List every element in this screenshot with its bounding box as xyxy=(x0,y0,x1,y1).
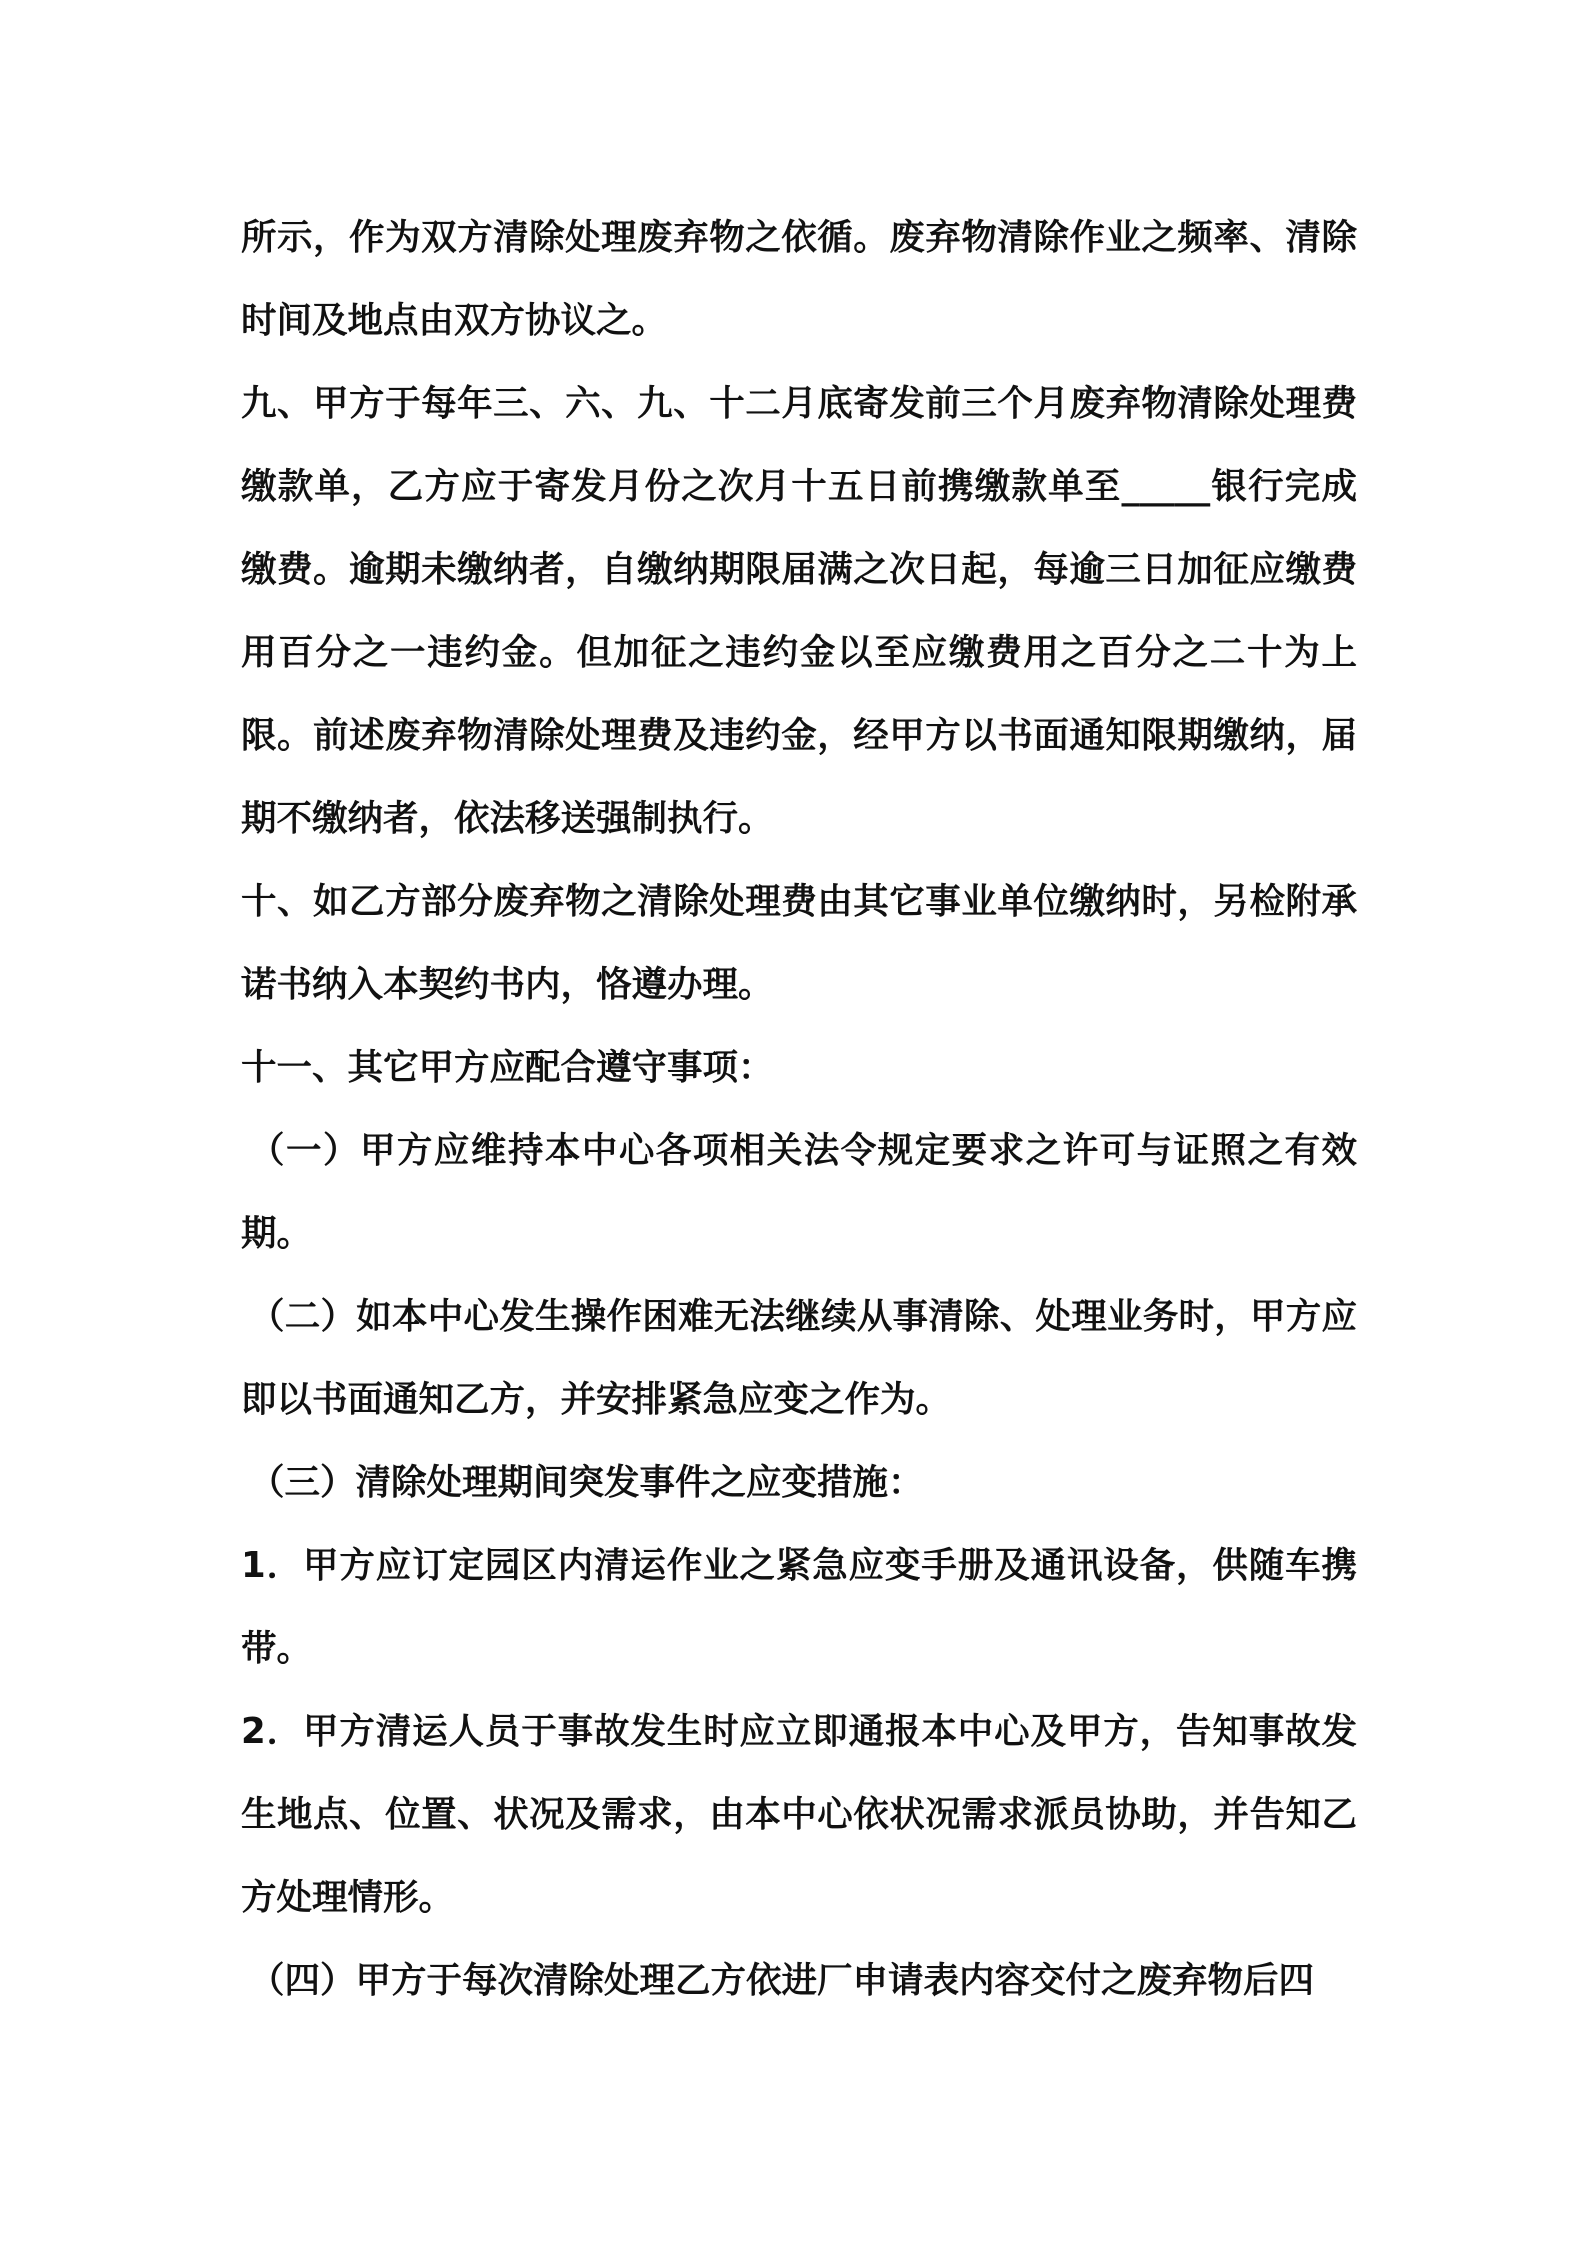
paragraph-continuation: 所示，作为双方清除处理废弃物之依循。废弃物清除作业之频率、清除时间及地点由双方协议之。 xyxy=(241,217,1357,341)
paragraph-item-3: （三）清除处理期间突发事件之应变措施： xyxy=(249,1462,924,1503)
paragraph-item-2: （二）如本中心发生操作困难无法继续从事清除、处理业务时，甲方应即以书面通知乙方，并安排紧急应变之作为。 xyxy=(241,1296,1357,1420)
paragraph-item-1: （一）甲方应维持本中心各项相关法令规定要求之许可与证照之有效期。 xyxy=(241,1130,1357,1254)
paragraph-subitem-2: 2．甲方清运人员于事故发生时应立即通报本中心及甲方，告知事故发生地点、位置、状况及需求，由本中心依状况需求派员协助，并告知乙方处理情形。 xyxy=(241,1711,1357,1918)
document-body xyxy=(241,196,1357,2022)
paragraph-subitem-1: 1．甲方应订定园区内清运作业之紧急应变手册及通讯设备，供随车携带。 xyxy=(241,1545,1357,1669)
paragraph-item-4: （四）甲方于每次清除处理乙方依进厂申请表内容交付之废弃物后四 xyxy=(249,1960,1315,2001)
paragraph-clause-11: 十一、其它甲方应配合遵守事项： xyxy=(241,1047,774,1088)
paragraph-clause-10: 十、如乙方部分废弃物之清除处理费由其它事业单位缴纳时，另检附承诺书纳入本契约书内，恪遵办理。 xyxy=(241,881,1357,1005)
paragraph-clause-9: 九、甲方于每年三、六、九、十二月底寄发前三个月废弃物清除处理费缴款单，乙方应于寄发月份之次月十五日前携缴款单至_____银行完成缴费。逾期未缴纳者，自缴纳期限届满之次日起，每逾三日加征应缴费用百分之一违约金。但加征之违约金以至应缴费用之百分之二十为上限。前述废弃物清除处理费及违约金，经甲方以书面通知限期缴纳，届期不缴纳者，依法移送强制执行。 xyxy=(241,383,1357,839)
